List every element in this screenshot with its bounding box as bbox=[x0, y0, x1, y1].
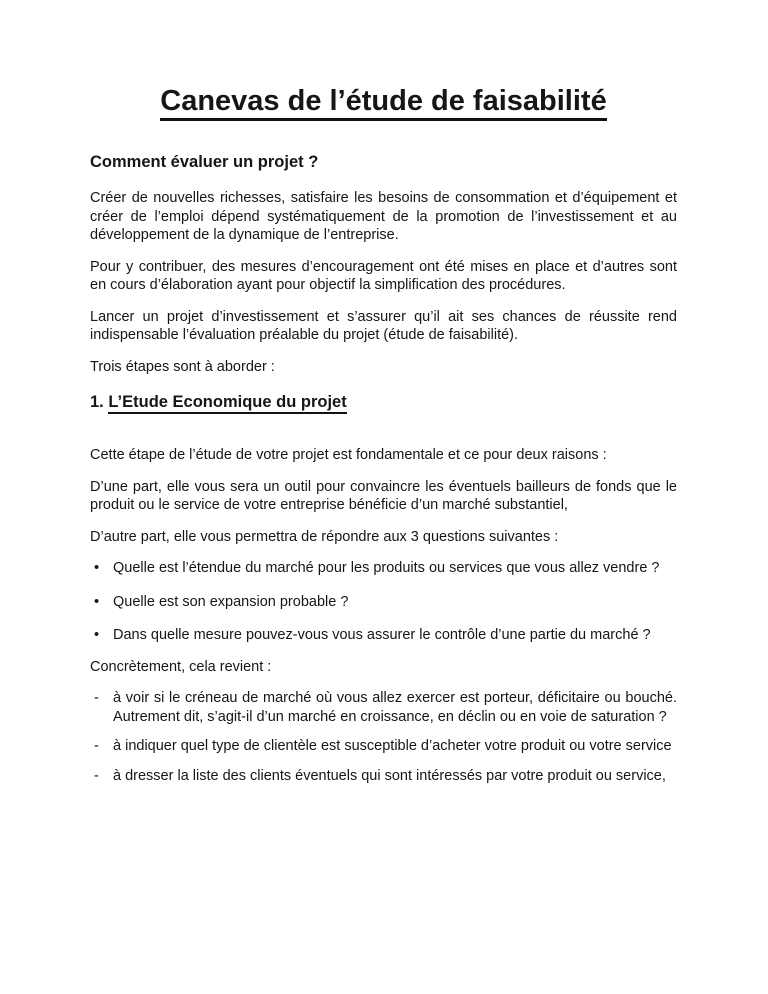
transition-paragraph: Concrètement, cela revient : bbox=[90, 658, 272, 675]
intro-paragraph-3: Lancer un projet d’investissement et s’assurer qu’il ait ses chances de réussite rend indispensable l’évaluation préalable du projet (étude de faisabilité). bbox=[90, 308, 677, 343]
section-number: 1. bbox=[90, 393, 104, 411]
bullet-marker: • bbox=[94, 627, 100, 643]
intro-paragraph-4: Trois étapes sont à aborder : bbox=[90, 358, 275, 375]
list-item bbox=[90, 737, 677, 756]
intro-heading: Comment évaluer un projet ? bbox=[90, 153, 319, 171]
bullet-marker: • bbox=[94, 593, 100, 610]
bullet-marker: • bbox=[94, 560, 100, 576]
questions-list bbox=[90, 559, 677, 645]
dash-marker: - bbox=[94, 690, 99, 706]
economic-study-paragraph-3: D’autre part, elle vous permettra de répondre aux 3 questions suivantes : bbox=[90, 528, 559, 545]
task-text: à voir si le créneau de marché où vous allez exercer est porteur, déficitaire ou bouché. Autrement dit, s’agit-il d’un marché en croissance, en déclin ou en voie de saturation ? bbox=[113, 690, 677, 725]
section-heading-economic-study bbox=[90, 392, 677, 413]
section-heading-text: L’Etude Economique du projet bbox=[108, 393, 346, 414]
task-text: à indiquer quel type de clientèle est susceptible d’acheter votre produit ou votre service bbox=[113, 738, 672, 754]
document-title-text: Canevas de l’étude de faisabilité bbox=[160, 85, 606, 121]
economic-study-paragraph-1: Cette étape de l’étude de votre projet est fondamentale et ce pour deux raisons : bbox=[90, 447, 607, 463]
list-item bbox=[90, 593, 677, 612]
question-text: Quelle est son expansion probable ? bbox=[113, 593, 349, 610]
question-text: Quelle est l’étendue du marché pour les produits ou services que vous allez vendre ? bbox=[113, 560, 660, 576]
list-item bbox=[90, 559, 677, 578]
list-item bbox=[90, 689, 677, 726]
tasks-list bbox=[90, 689, 677, 785]
dash-marker: - bbox=[94, 738, 99, 754]
list-item bbox=[90, 767, 677, 786]
question-text: Dans quelle mesure pouvez-vous vous assurer le contrôle d’une partie du marché ? bbox=[113, 627, 651, 643]
document-title bbox=[90, 83, 677, 119]
economic-study-paragraph-2: D’une part, elle vous sera un outil pour convaincre les éventuels bailleurs de fonds que le produit ou le service de votre entreprise bénéficie d’un marché substantiel, bbox=[90, 478, 677, 513]
intro-paragraph-1: Créer de nouvelles richesses, satisfaire les besoins de consommation et d’équipement et créer de l’emploi dépend systématiquement de la promotion de l’investissement et au développement de la dynamique de l’entreprise. bbox=[90, 190, 677, 243]
list-item bbox=[90, 626, 677, 645]
intro-paragraph-2: Pour y contribuer, des mesures d’encouragement ont été mises en place et d’autres sont en cours d’élaboration ayant pour objectif la simplification des procédures. bbox=[90, 258, 677, 293]
task-text: à dresser la liste des clients éventuels qui sont intéressés par votre produit ou service, bbox=[113, 767, 666, 784]
dash-marker: - bbox=[94, 767, 99, 784]
